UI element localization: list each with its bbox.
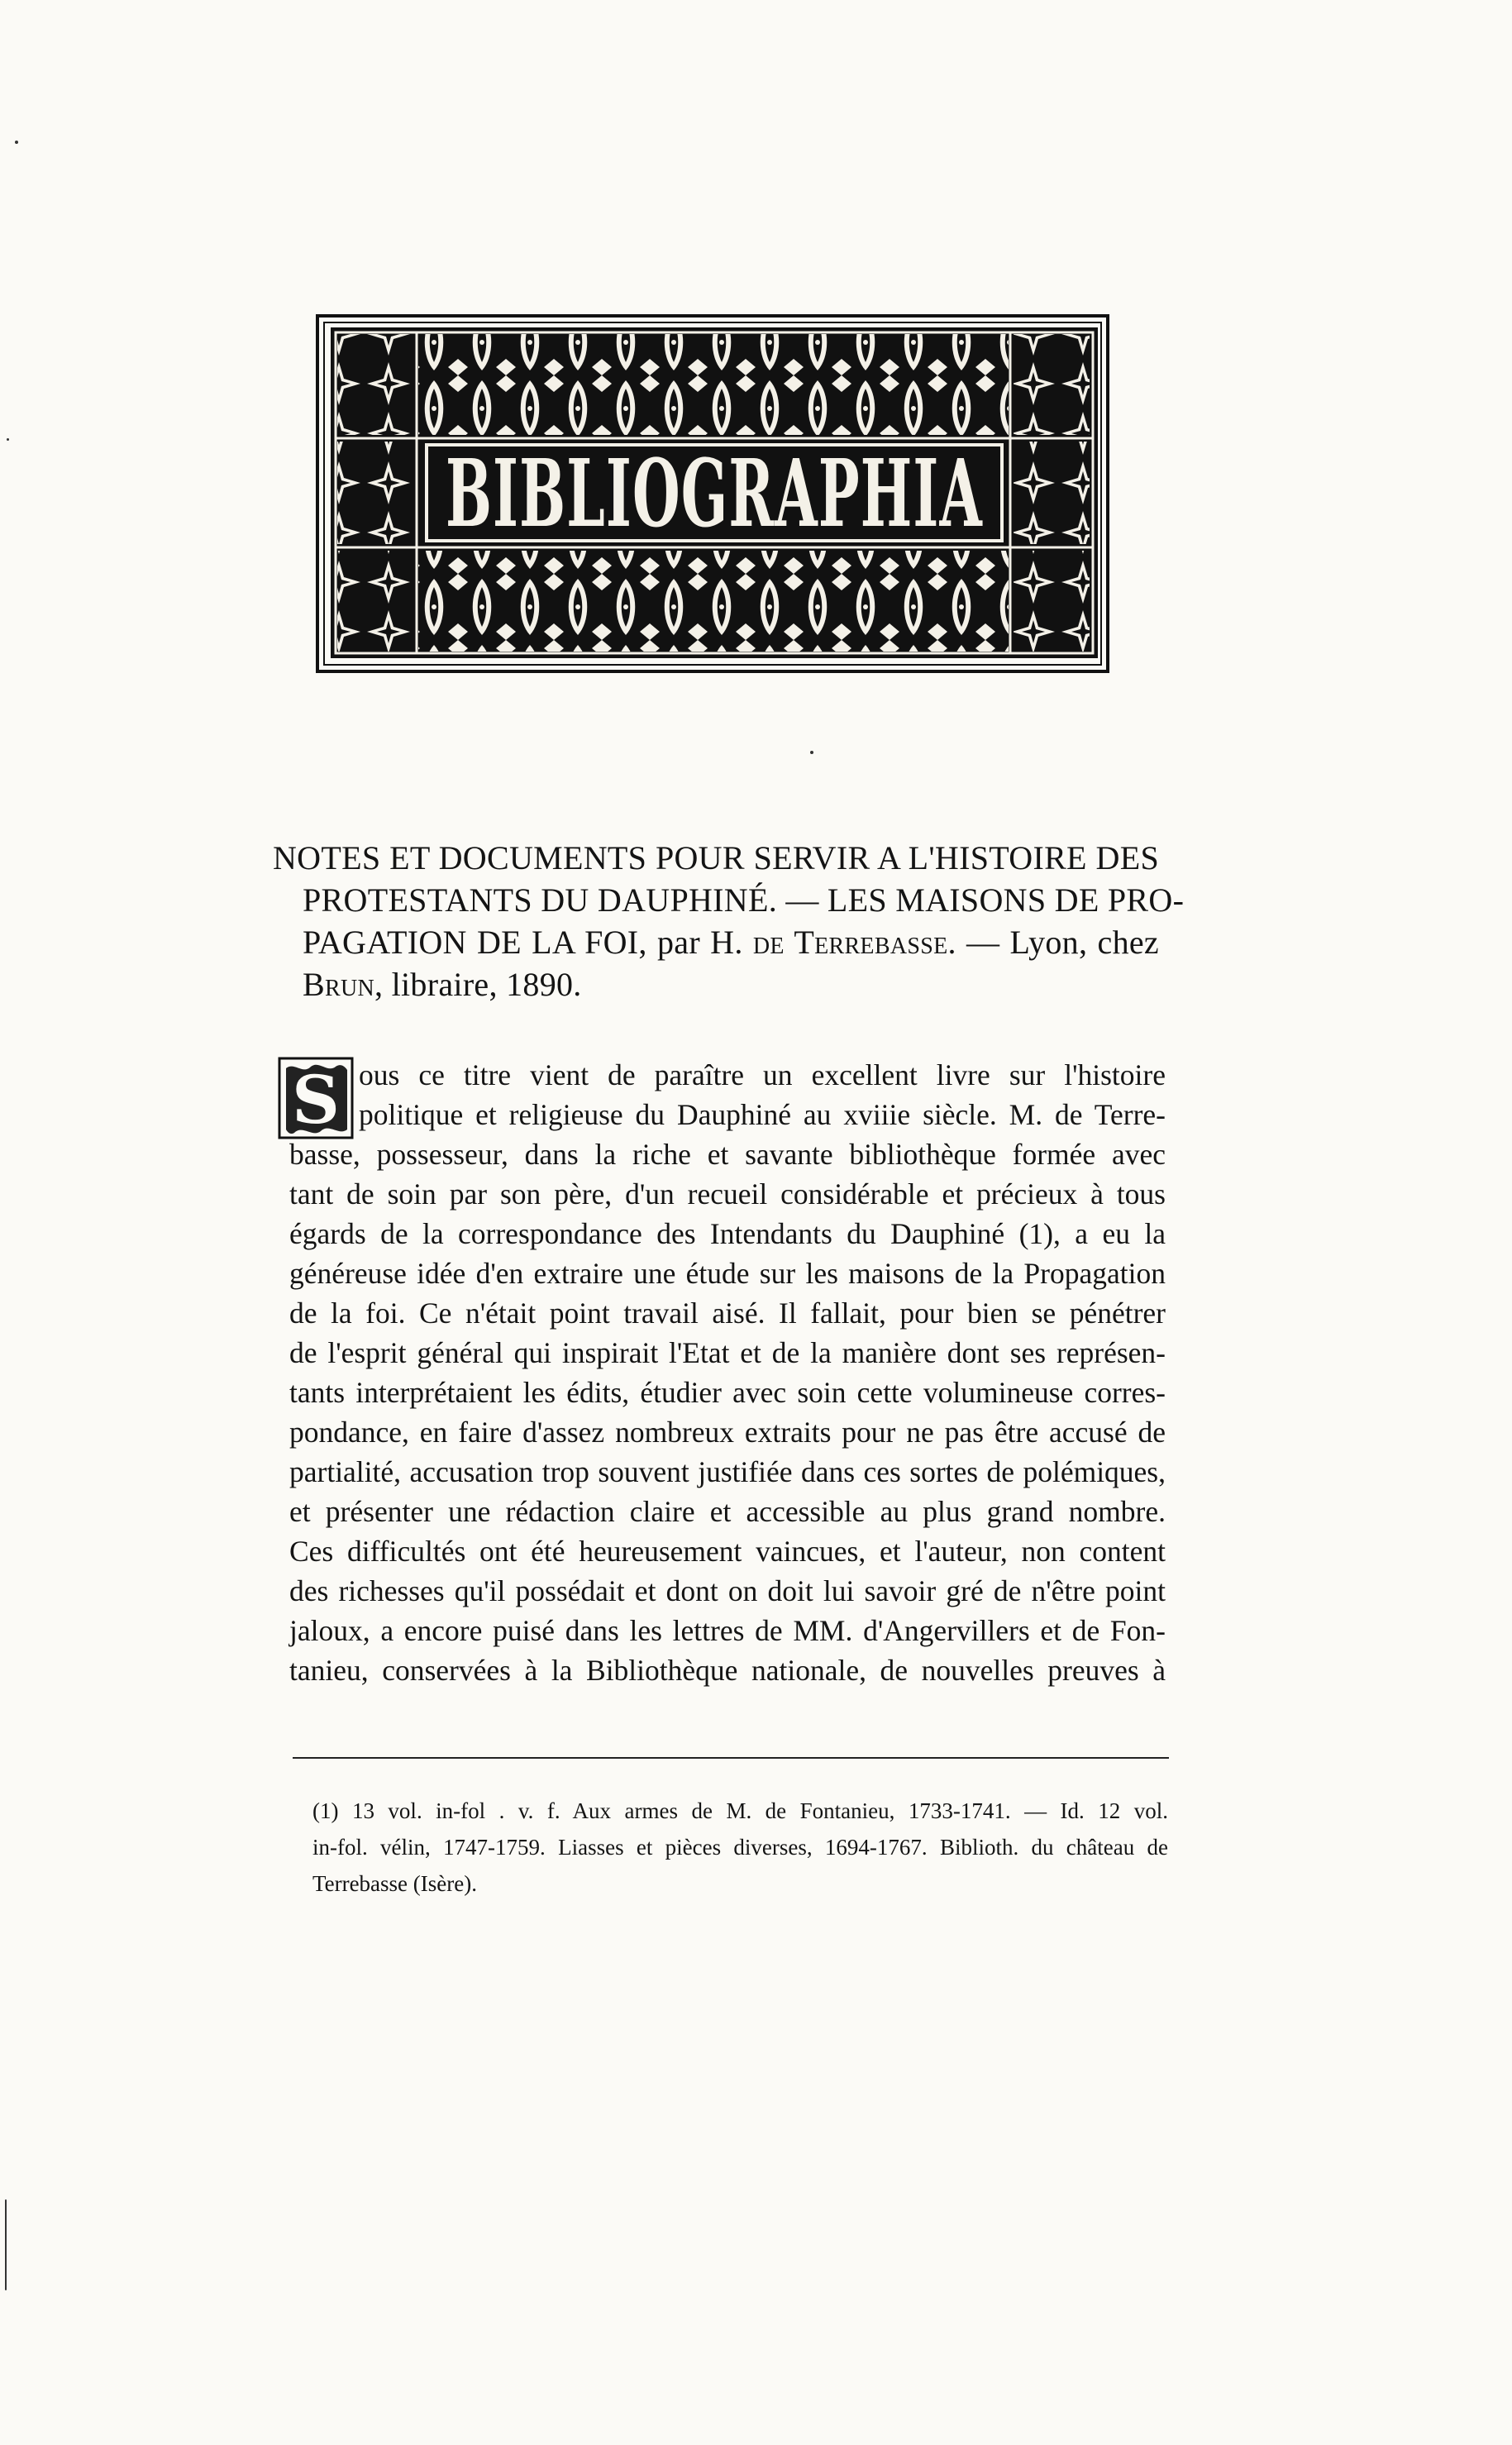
body-line: de la foi. Ce n'était point travail aisé. Il fallait, pour bien se pénétrer [289, 1297, 1166, 1330]
article-body [289, 1055, 1166, 1690]
body-line: partialité, accusation trop souvent justifiée dans ces sortes de polémiques, [289, 1455, 1166, 1488]
scan-speck [7, 438, 9, 441]
footnote [312, 1793, 1168, 1902]
scan-speck [15, 141, 18, 144]
body-line: jaloux, a encore puisé dans les lettres de MM. d'Angervillers et de Fon- [289, 1614, 1166, 1647]
heading-line-3 [273, 921, 1159, 963]
bibliographia-banner [314, 309, 1114, 680]
body-line: tant de soin par son père, d'un recueil considérable et précieux à tous [289, 1177, 1166, 1211]
scan-speck [810, 751, 813, 754]
publisher-details: , libraire, 1890. [374, 966, 582, 1003]
footnote-line: (1) 13 vol. in-fol . v. f. Aux armes de M. de Fontanieu, 1733-1741. — Id. 12 vol. [312, 1798, 1168, 1823]
banner-title: BIBLIOGRAPHIA [446, 440, 984, 548]
body-line: des richesses qu'il possédait et dont on doit lui savoir gré de n'être point [289, 1574, 1166, 1607]
publisher-name: Brun [303, 966, 374, 1003]
body-line: pondance, en faire d'assez nombreux extraits pour ne pas être accusé de [289, 1416, 1166, 1449]
scan-mark [5, 2199, 7, 2290]
body-line: tanieu, conservées à la Bibliothèque nationale, de nouvelles preuves à [289, 1654, 1166, 1687]
body-line: de l'esprit général qui inspirait l'Etat et de la manière dont ses représen- [289, 1336, 1166, 1369]
article-heading [273, 837, 1185, 1005]
heading-publisher-place: . — Lyon, chez [947, 924, 1159, 961]
heading-line-4 [273, 963, 1159, 1005]
body-line: politique et religieuse du Dauphiné au xviiie siècle. M. de Terre- [359, 1098, 1166, 1131]
footnote-line: Terrebasse (Isère). [312, 1871, 477, 1896]
body-line: généreuse idée d'en extraire une étude sur les maisons de la Propagation [289, 1257, 1166, 1290]
author-name: de Terrebasse [752, 924, 948, 961]
body-line: et présenter une rédaction claire et accessible au plus grand nombre. [289, 1495, 1166, 1528]
footnote-line: in-fol. vélin, 1747-1759. Liasses et pièces diverses, 1694-1767. Biblioth. du château de [312, 1835, 1168, 1860]
heading-title-end: PAGATION DE LA FOI, par H. [303, 924, 753, 961]
drop-cap-letter: S [292, 1061, 340, 1139]
footnote-divider [293, 1757, 1169, 1759]
heading-line-1: NOTES ET DOCUMENTS POUR SERVIR A L'HISTOIRE DES [273, 839, 1159, 876]
body-line: tants interprétaient les édits, étudier avec soin cette volumineuse corres- [289, 1376, 1166, 1409]
body-line: basse, possesseur, dans la riche et savante bibliothèque formée avec [289, 1138, 1166, 1171]
body-line: égards de la correspondance des Intendants du Dauphiné (1), a eu la [289, 1217, 1166, 1250]
body-line: Ces difficultés ont été heureusement vaincues, et l'auteur, non content [289, 1535, 1166, 1568]
ornament-frame [314, 309, 1114, 680]
heading-line-2: PROTESTANTS DU DAUPHINÉ. — LES MAISONS DE PRO- [303, 881, 1185, 919]
body-line: ous ce titre vient de paraître un excellent livre sur l'histoire [359, 1058, 1166, 1091]
